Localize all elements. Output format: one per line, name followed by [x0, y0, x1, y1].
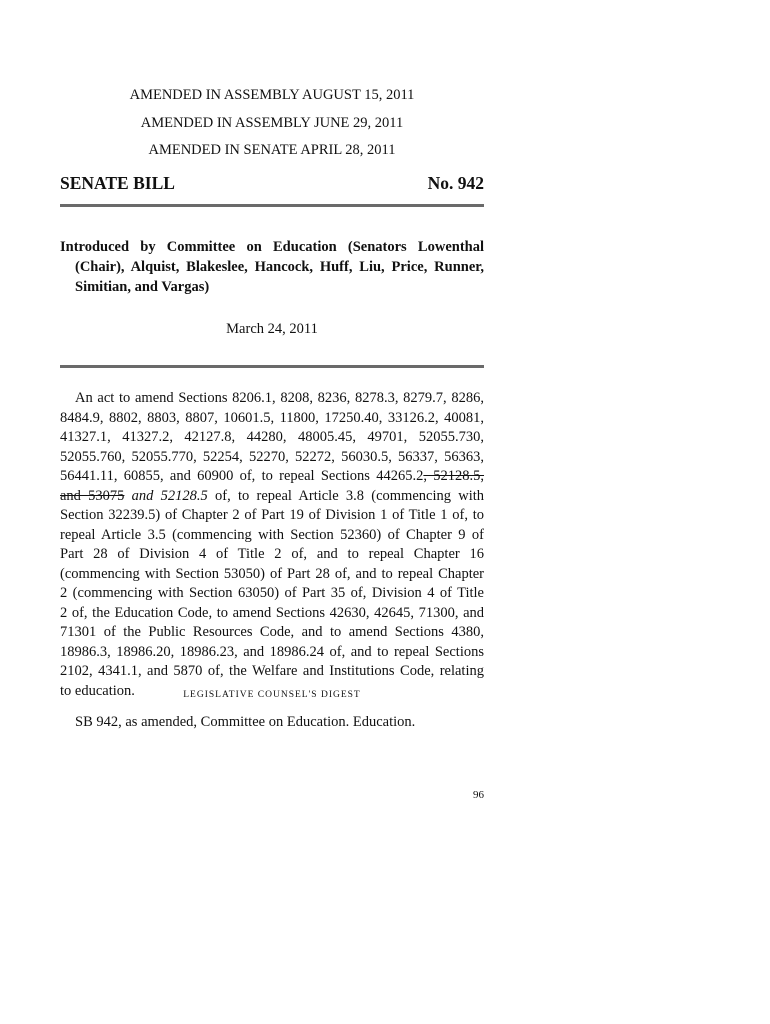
- act-line: repeal Article 3.5 (commencing with Section 52360) of Chapter 9 of: [60, 526, 484, 543]
- act-line: 2 of, the Education Code, to amend Sections 42630, 42645, 71300, and: [60, 604, 484, 621]
- divider: [60, 204, 484, 207]
- act-text-segment: 56441.11, 60855, and 60900 of, to repeal Sections 44265.2: [60, 468, 424, 484]
- act-text-segment: of, to repeal Article 3.8 (commencing with: [207, 487, 485, 504]
- bill-number: No. 942: [427, 173, 484, 193]
- introduction-line: Simitian, and Vargas): [75, 279, 210, 295]
- divider: [60, 365, 484, 368]
- act-line: Part 28 of Division 4 of Title 2 of, and to repeal Chapter 16: [60, 546, 484, 562]
- introduction-line: Introduced by Committee on Education (Senators Lowenthal: [60, 239, 484, 255]
- act-line: 41327.1, 41327.2, 42127.8, 44280, 48005.45, 49701, 52055.730,: [60, 429, 484, 445]
- act-line: [60, 487, 484, 507]
- act-line: 18986.3, 18986.20, 18986.23, and 18986.24 of, and to repeal Sections: [60, 643, 484, 660]
- act-line: Section 32239.5) of Chapter 2 of Part 19 of Division 1 of Title 1 of, to: [60, 507, 484, 523]
- struck-text: and 53075: [60, 487, 125, 504]
- act-line: 2 (commencing with Section 63050) of Part 35 of, Division 4 of Title: [60, 585, 484, 601]
- act-line: 8484.9, 8802, 8803, 8807, 10601.5, 11800, 17250.40, 33126.2, 40081,: [60, 409, 484, 426]
- act-line: An act to amend Sections 8206.1, 8208, 8236, 8278.3, 8279.7, 8286,: [75, 390, 484, 406]
- act-line: 2102, 4341.1, and 5870 of, the Welfare and Institutions Code, relating: [60, 663, 484, 679]
- act-line: (commencing with Section 53050) of Part 28 of, and to repeal Chapter: [60, 565, 484, 582]
- introduced-date: March 24, 2011: [226, 321, 318, 337]
- introduction: [60, 237, 484, 297]
- inserted-text: and 52128.5: [124, 487, 208, 504]
- introduction-line: (Chair), Alquist, Blakeslee, Hancock, Huff, Liu, Price, Runner,: [75, 259, 484, 275]
- act-line: 52055.760, 52055.770, 52254, 52270, 52272, 56030.5, 56337, 56363,: [60, 448, 484, 465]
- act-line: 71301 of the Public Resources Code, and to amend Sections 4380,: [60, 624, 484, 640]
- amendment-line: AMENDED IN ASSEMBLY AUGUST 15, 2011: [129, 87, 415, 103]
- act-text: [60, 389, 484, 701]
- digest-heading: LEGISLATIVE COUNSEL'S DIGEST: [183, 690, 361, 700]
- act-line: to education.: [60, 682, 135, 699]
- act-line: [60, 467, 484, 487]
- digest-summary: SB 942, as amended, Committee on Education. Education.: [75, 714, 416, 730]
- struck-text: , 52128.5,: [423, 468, 485, 484]
- page-number: 96: [473, 789, 484, 801]
- amendment-line: AMENDED IN ASSEMBLY JUNE 29, 2011: [140, 115, 404, 131]
- bill-type: SENATE BILL: [60, 173, 175, 193]
- amendment-line: AMENDED IN SENATE APRIL 28, 2011: [148, 142, 396, 158]
